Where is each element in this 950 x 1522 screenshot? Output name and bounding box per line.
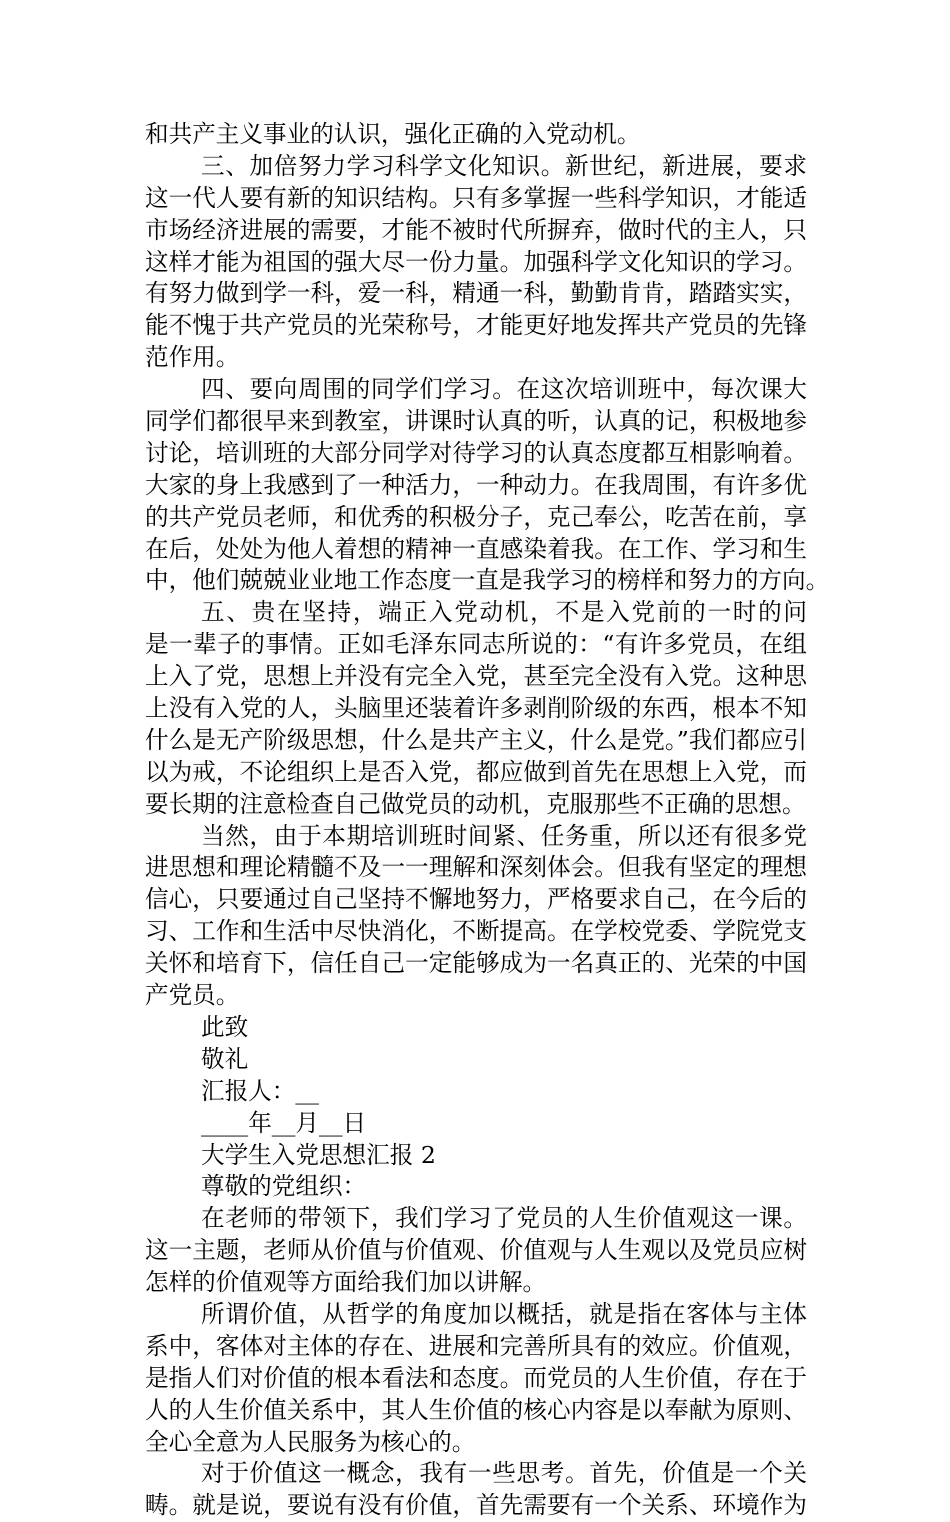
greeting-line: 尊敬的党组织： [201,1172,367,1201]
text-line: 畴。就是说，要说有没有价值，首先需要有一个关系、环境作为 [145,1491,807,1520]
reporter-line: 汇报人：__ [201,1076,319,1105]
paragraph-start-line: 三、加倍努力学习科学文化知识。新世纪，新进展，要求 [201,151,807,180]
text-line: 产党员。 [145,981,240,1010]
closing-line: 此致 [201,1012,249,1041]
paragraph-start-line: 对于价值这一概念，我有一些思考。首先，价值是一个关 [201,1459,807,1488]
text-line: 上没有入党的人，头脑里还装着许多剥削阶级的东西，根本不知 [145,694,807,723]
text-line: 市场经济进展的需要，才能不被时代所摒弃，做时代的主人，只 [145,215,807,244]
text-line: 习、工作和生活中尽快消化，不断提高。在学校党委、学院党支 [145,917,807,946]
salutation-line: 敬礼 [201,1044,249,1073]
text-line: 以为戒，不论组织上是否入党，都应做到首先在思想上入党，而 [145,757,807,786]
text-line: 全心全意为人民服务为核心的。 [145,1427,476,1456]
text-line: 有努力做到学一科，爱一科，精通一科，勤勤肯肯，踏踏实实， [145,279,807,308]
date-line: ____年__月__日 [201,1108,367,1137]
text-line: 讨论，培训班的大部分同学对待学习的认真态度都互相影响着。 [145,438,807,467]
text-line: 是指人们对价值的根本看法和态度。而党员的人生价值，存在于 [145,1363,807,1392]
paragraph-start-line: 在老师的带领下，我们学习了党员的人生价值观这一课。 [201,1204,807,1233]
text-line: 这一主题，老师从价值与价值观、价值观与人生观以及党员应树 [145,1236,807,1265]
text-line: 要长期的注意检查自己做党员的动机，克服那些不正确的思想。 [145,789,806,818]
section-title: 大学生入党思想汇报 2 [201,1140,436,1169]
text-line: 同学们都很早来到教室，讲课时认真的听，认真的记，积极地参 [145,407,807,436]
text-line: 在后，处处为他人着想的精神一直感染着我。在工作、学习和生 [145,534,807,563]
text-line: 什么是无产阶级思想，什么是共产主义，什么是党。”我们都应引 [145,725,807,754]
paragraph-start-line: 当然，由于本期培训班时间紧、任务重，所以还有很多党 [201,821,807,850]
text-line: 的共产党员老师，和优秀的积极分子，克己奉公，吃苦在前，享 [145,502,807,531]
text-line: 人的人生价值关系中，其人生价值的核心内容是以奉献为原则、 [145,1395,807,1424]
text-line: 和共产主义事业的认识，强化正确的入党动机。 [145,120,641,148]
text-line: 这样才能为祖国的强大尽一份力量。加强科学文化知识的学习。 [145,247,807,276]
document-page [145,119,830,1522]
text-line: 这一代人要有新的知识结构。只有多掌握一些科学知识，才能适 [145,183,807,212]
text-line: 怎样的价值观等方面给我们加以讲解。 [145,1268,547,1297]
text-line: 大家的身上我感到了一种活力，一种动力。在我周围，有许多优 [145,470,807,499]
text-line: 范作用。 [145,343,240,372]
text-line: 系中，客体对主体的存在、进展和完善所具有的效应。价值观， [145,1331,807,1360]
text-line: 上入了党，思想上并没有完全入党，甚至完全没有入党。这种思 [145,662,807,691]
text-line: 进思想和理论精髓不及一一理解和深刻体会。但我有坚定的理想 [145,853,807,882]
text-line: 能不愧于共产党员的光荣称号，才能更好地发挥共产党员的先锋 [145,311,807,340]
text-line: 是一辈子的事情。正如毛泽东同志所说的：“有许多党员，在组 [145,630,807,659]
text-line: 中，他们兢兢业业地工作态度一直是我学习的榜样和努力的方向。 [145,566,830,595]
text-line: 关怀和培育下，信任自己一定能够成为一名真正的、光荣的中国 [145,949,807,978]
text-line: 信心，只要通过自己坚持不懈地努力，严格要求自己，在今后的 [145,885,807,914]
paragraph-start-line: 四、要向周围的同学们学习。在这次培训班中，每次课大 [201,375,807,404]
paragraph-start-line: 所谓价值，从哲学的角度加以概括，就是指在客体与主体 [201,1299,807,1328]
paragraph-start-line: 五、贵在坚持，端正入党动机，不是入党前的一时的问 [201,598,807,627]
